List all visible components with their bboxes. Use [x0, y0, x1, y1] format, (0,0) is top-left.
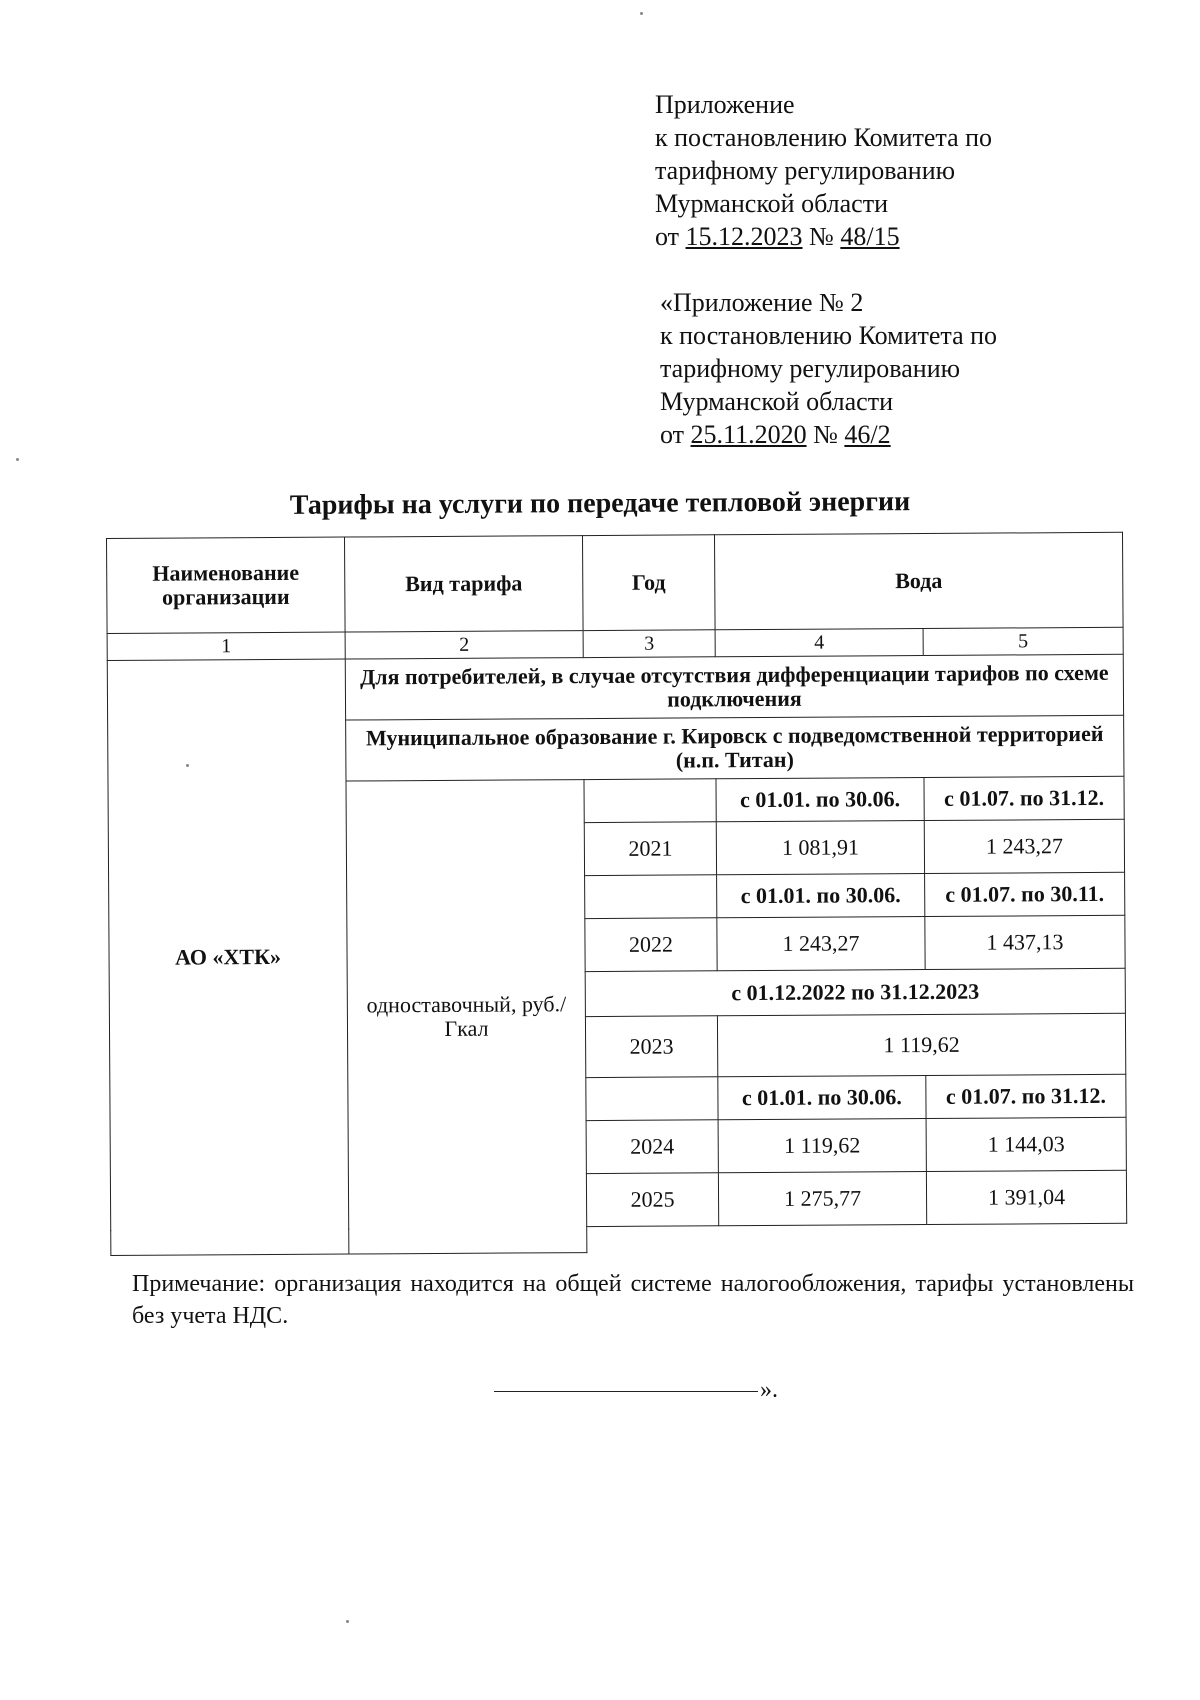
scan-speck	[640, 12, 643, 15]
year-cell-empty	[584, 779, 716, 823]
decree-date: 15.12.2023	[685, 222, 803, 251]
municipality: Муниципальное образование г. Кировск с подведомственной территорией (н.п. Титан)	[346, 715, 1124, 781]
tariff-value: 1 437,13	[925, 915, 1125, 969]
document-title: Тарифы на услуги по передаче тепловой энергии	[289, 486, 911, 521]
appendix-header-secondary	[660, 286, 997, 451]
tariff-value: 1 275,77	[718, 1172, 926, 1226]
number-sign: №	[809, 222, 834, 251]
organization-name: АО «ХТК»	[107, 659, 349, 1255]
decree-number: 48/15	[840, 222, 900, 251]
consumer-group: Для потребителей, в случае отсутствия дифференциации тарифов по схеме подключения	[345, 654, 1123, 720]
year-cell-empty	[585, 875, 717, 919]
header-water: Вода	[714, 532, 1123, 629]
tariff-value: 1 081,91	[716, 821, 924, 875]
date-prefix: от	[660, 420, 685, 449]
period-label: с 01.01. по 30.06.	[716, 778, 924, 822]
number-sign: №	[813, 420, 838, 449]
appendix-date-line	[655, 220, 992, 253]
tariff-value: 1 243,27	[924, 819, 1124, 873]
period-label: с 01.07. по 31.12.	[924, 776, 1124, 820]
tariff-value: 1 119,62	[717, 1013, 1125, 1076]
tariff-value: 1 119,62	[718, 1119, 926, 1173]
scan-speck	[346, 1620, 349, 1623]
period-label: с 01.01. по 30.06.	[718, 1076, 926, 1120]
tariff-value: 1 391,04	[926, 1170, 1126, 1224]
column-number: 5	[923, 627, 1123, 655]
appendix-header-primary	[655, 88, 992, 253]
tax-note: Примечание: организация находится на общей системе налогообложения, тарифы установлены без учета НДС.	[132, 1271, 1134, 1329]
tariff-kind: одноставочный, руб./Гкал	[346, 780, 587, 1254]
appendix-line: Мурманской области	[660, 387, 893, 416]
appendix-date-line	[660, 418, 997, 451]
scan-speck	[186, 764, 189, 767]
date-prefix: от	[655, 222, 680, 251]
column-number: 4	[715, 629, 923, 657]
appendix-label: Приложение	[655, 90, 795, 119]
year-cell: 2024	[586, 1120, 718, 1174]
appendix-line: тарифному регулированию	[660, 354, 961, 383]
period-label: с 01.01. по 30.06.	[717, 874, 925, 918]
year-cell: 2023	[585, 1016, 717, 1078]
appendix-label: «Приложение № 2	[660, 288, 864, 317]
table-row	[107, 654, 1123, 721]
decree-date: 25.11.2020	[690, 420, 807, 449]
year-cell: 2021	[584, 822, 716, 876]
period-label: с 01.07. по 31.12.	[926, 1074, 1126, 1118]
spacer	[587, 1237, 1127, 1253]
header-year: Год	[582, 535, 715, 631]
appendix-line: к постановлению Комитета по	[655, 123, 993, 152]
signature-line	[494, 1391, 758, 1392]
tariff-value: 1 144,03	[926, 1117, 1126, 1171]
closing-signoff	[494, 1377, 778, 1404]
decree-number: 46/2	[844, 420, 891, 449]
year-cell-empty	[586, 1077, 718, 1121]
tariff-value: 1 243,27	[717, 917, 925, 971]
closing-mark: ».	[760, 1377, 778, 1403]
header-tariff-type: Вид тарифа	[344, 536, 583, 632]
column-number: 3	[583, 630, 715, 658]
year-cell: 2022	[585, 918, 717, 972]
appendix-line: тарифному регулированию	[655, 156, 956, 185]
year-cell: 2025	[586, 1173, 718, 1227]
appendix-line: Мурманской области	[655, 189, 888, 218]
scan-speck	[16, 458, 19, 461]
tariff-table	[106, 532, 1127, 1256]
column-number: 1	[107, 632, 345, 660]
period-label: с 01.12.2022 по 31.12.2023	[585, 968, 1125, 1016]
table-header-row	[107, 532, 1124, 633]
appendix-line: к постановлению Комитета по	[660, 321, 998, 350]
period-label: с 01.07. по 30.11.	[925, 872, 1125, 916]
column-number: 2	[345, 631, 583, 659]
header-organization: Наименование организации	[107, 537, 346, 633]
